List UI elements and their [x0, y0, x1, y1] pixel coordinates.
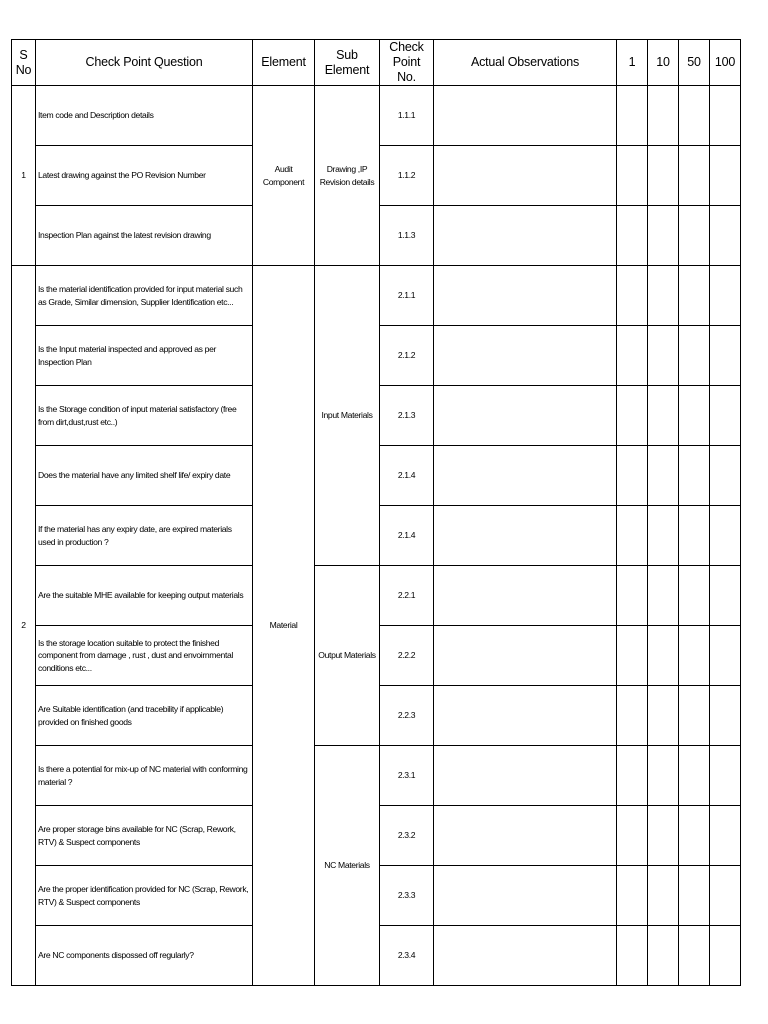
check-point-number-cell: 2.3.3: [380, 866, 434, 926]
score-50-cell[interactable]: [679, 86, 710, 146]
score-100-cell[interactable]: [710, 626, 741, 686]
score-50-cell[interactable]: [679, 566, 710, 626]
header-question: Check Point Question: [36, 40, 253, 86]
score-10-cell[interactable]: [648, 506, 679, 566]
score-1-cell[interactable]: [617, 806, 648, 866]
score-50-cell[interactable]: [679, 146, 710, 206]
score-1-cell[interactable]: [617, 506, 648, 566]
score-100-cell[interactable]: [710, 866, 741, 926]
score-1-cell[interactable]: [617, 326, 648, 386]
header-score-50: 50: [679, 40, 710, 86]
score-50-cell[interactable]: [679, 746, 710, 806]
check-point-number-cell: 2.1.2: [380, 326, 434, 386]
header-sno: S No: [12, 40, 36, 86]
score-10-cell[interactable]: [648, 86, 679, 146]
question-cell: Item code and Description details: [36, 86, 253, 146]
question-cell: Is the Storage condition of input material satisfactory (free from dirt,dust,rust etc..): [36, 386, 253, 446]
check-point-number-cell: 1.1.1: [380, 86, 434, 146]
score-1-cell[interactable]: [617, 266, 648, 326]
header-sub-element: Sub Element: [315, 40, 380, 86]
score-50-cell[interactable]: [679, 386, 710, 446]
sub-element-cell: Output Materials: [315, 566, 380, 746]
score-100-cell[interactable]: [710, 566, 741, 626]
score-10-cell[interactable]: [648, 866, 679, 926]
score-50-cell[interactable]: [679, 206, 710, 266]
question-cell: Inspection Plan against the latest revision drawing: [36, 206, 253, 266]
score-10-cell[interactable]: [648, 206, 679, 266]
score-10-cell[interactable]: [648, 566, 679, 626]
observation-input-cell[interactable]: [434, 566, 617, 626]
score-100-cell[interactable]: [710, 506, 741, 566]
score-100-cell[interactable]: [710, 686, 741, 746]
score-100-cell[interactable]: [710, 326, 741, 386]
table-row: [12, 746, 741, 806]
question-cell: Are Suitable identification (and tracebility if applicable) provided on finished goods: [36, 686, 253, 746]
observation-input-cell[interactable]: [434, 386, 617, 446]
question-cell: Is the material identification provided for input material such as Grade, Similar dimension, Supplier Identification etc...: [36, 266, 253, 326]
check-point-number-cell: 2.2.2: [380, 626, 434, 686]
score-1-cell[interactable]: [617, 446, 648, 506]
observation-input-cell[interactable]: [434, 266, 617, 326]
score-100-cell[interactable]: [710, 266, 741, 326]
score-10-cell[interactable]: [648, 146, 679, 206]
sub-element-cell: NC Materials: [315, 746, 380, 986]
score-1-cell[interactable]: [617, 386, 648, 446]
observation-input-cell[interactable]: [434, 926, 617, 986]
score-10-cell[interactable]: [648, 806, 679, 866]
header-check-point-no: Check Point No.: [380, 40, 434, 86]
observation-input-cell[interactable]: [434, 806, 617, 866]
score-1-cell[interactable]: [617, 86, 648, 146]
observation-input-cell[interactable]: [434, 506, 617, 566]
score-10-cell[interactable]: [648, 266, 679, 326]
score-1-cell[interactable]: [617, 566, 648, 626]
score-1-cell[interactable]: [617, 686, 648, 746]
observation-input-cell[interactable]: [434, 446, 617, 506]
score-100-cell[interactable]: [710, 206, 741, 266]
check-point-number-cell: 2.1.1: [380, 266, 434, 326]
score-50-cell[interactable]: [679, 806, 710, 866]
score-10-cell[interactable]: [648, 686, 679, 746]
check-point-number-cell: 2.2.1: [380, 566, 434, 626]
score-50-cell[interactable]: [679, 626, 710, 686]
score-10-cell[interactable]: [648, 446, 679, 506]
score-1-cell[interactable]: [617, 146, 648, 206]
header-element: Element: [253, 40, 315, 86]
serial-number-cell: 1: [12, 86, 36, 266]
score-10-cell[interactable]: [648, 386, 679, 446]
score-100-cell[interactable]: [710, 806, 741, 866]
element-cell: Material: [253, 266, 315, 986]
score-100-cell[interactable]: [710, 746, 741, 806]
table-row: [12, 266, 741, 326]
score-100-cell[interactable]: [710, 386, 741, 446]
question-cell: Are the suitable MHE available for keeping output materials: [36, 566, 253, 626]
score-1-cell[interactable]: [617, 626, 648, 686]
score-10-cell[interactable]: [648, 326, 679, 386]
question-cell: Are proper storage bins available for NC (Scrap, Rework, RTV) & Suspect components: [36, 806, 253, 866]
score-1-cell[interactable]: [617, 926, 648, 986]
score-50-cell[interactable]: [679, 446, 710, 506]
question-cell: Latest drawing against the PO Revision Number: [36, 146, 253, 206]
check-point-number-cell: 2.1.3: [380, 386, 434, 446]
header-score-100: 100: [710, 40, 741, 86]
score-50-cell[interactable]: [679, 926, 710, 986]
check-point-number-cell: 1.1.2: [380, 146, 434, 206]
observation-input-cell[interactable]: [434, 146, 617, 206]
observation-input-cell[interactable]: [434, 686, 617, 746]
element-cell: Audit Component: [253, 86, 315, 266]
check-point-number-cell: 2.2.3: [380, 686, 434, 746]
question-cell: Does the material have any limited shelf life/ expiry date: [36, 446, 253, 506]
score-10-cell[interactable]: [648, 926, 679, 986]
observation-input-cell[interactable]: [434, 746, 617, 806]
score-50-cell[interactable]: [679, 686, 710, 746]
score-50-cell[interactable]: [679, 866, 710, 926]
score-100-cell[interactable]: [710, 86, 741, 146]
sub-element-cell: Input Materials: [315, 266, 380, 566]
score-50-cell[interactable]: [679, 506, 710, 566]
score-10-cell[interactable]: [648, 746, 679, 806]
check-point-number-cell: 2.3.1: [380, 746, 434, 806]
question-cell: If the material has any expiry date, are expired materials used in production ?: [36, 506, 253, 566]
check-point-number-cell: 2.1.4: [380, 506, 434, 566]
check-point-number-cell: 2.3.2: [380, 806, 434, 866]
sub-element-cell: Drawing ,IP Revision details: [315, 86, 380, 266]
table-row: [12, 566, 741, 626]
question-cell: Is the storage location suitable to protect the finished component from damage , rust , dust and envoirnmental conditions etc...: [36, 626, 253, 686]
score-10-cell[interactable]: [648, 626, 679, 686]
check-point-number-cell: 1.1.3: [380, 206, 434, 266]
score-100-cell[interactable]: [710, 926, 741, 986]
question-cell: Are the proper identification provided for NC (Scrap, Rework, RTV) & Suspect components: [36, 866, 253, 926]
question-cell: Is there a potential for mix-up of NC material with conforming material ?: [36, 746, 253, 806]
score-50-cell[interactable]: [679, 326, 710, 386]
question-cell: Is the Input material inspected and approved as per Inspection Plan: [36, 326, 253, 386]
score-1-cell[interactable]: [617, 866, 648, 926]
observation-input-cell[interactable]: [434, 626, 617, 686]
audit-checklist-table: [11, 39, 741, 986]
observation-input-cell[interactable]: [434, 866, 617, 926]
score-50-cell[interactable]: [679, 266, 710, 326]
header-score-10: 10: [648, 40, 679, 86]
question-cell: Are NC components dispossed off regularly?: [36, 926, 253, 986]
header-observations: Actual Observations: [434, 40, 617, 86]
header-score-1: 1: [617, 40, 648, 86]
serial-number-cell: 2: [12, 266, 36, 986]
check-point-number-cell: 2.3.4: [380, 926, 434, 986]
table-row: [12, 86, 741, 146]
observation-input-cell[interactable]: [434, 326, 617, 386]
score-1-cell[interactable]: [617, 206, 648, 266]
observation-input-cell[interactable]: [434, 206, 617, 266]
score-100-cell[interactable]: [710, 446, 741, 506]
score-1-cell[interactable]: [617, 746, 648, 806]
score-100-cell[interactable]: [710, 146, 741, 206]
observation-input-cell[interactable]: [434, 86, 617, 146]
header-row: [12, 40, 741, 86]
check-point-number-cell: 2.1.4: [380, 446, 434, 506]
